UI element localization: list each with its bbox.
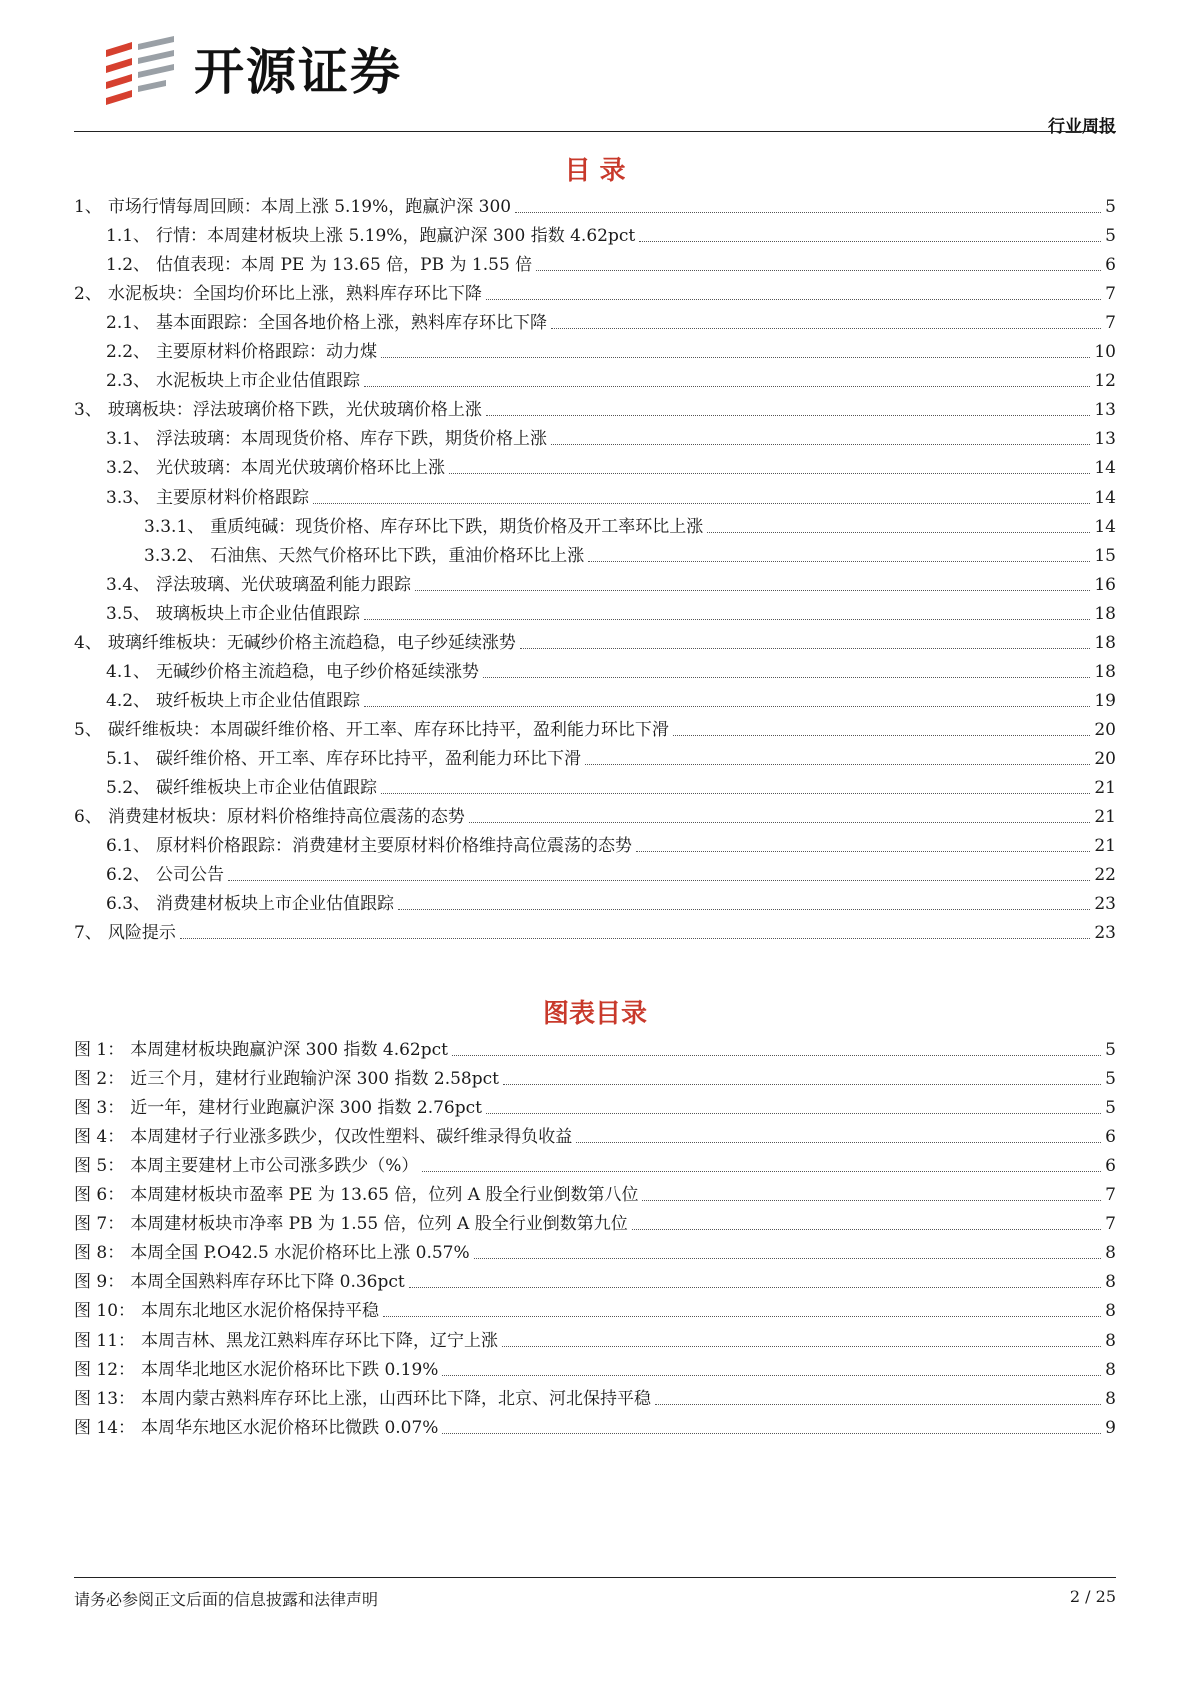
- entry-page: 5: [1105, 226, 1116, 247]
- figure-entry[interactable]: [74, 1093, 1116, 1119]
- entry-page: 7: [1105, 1185, 1116, 1206]
- entry-number: 6.1、: [106, 836, 151, 857]
- entry-title: 石油焦、天然气价格环比下跌，重油价格环比上涨: [210, 545, 585, 566]
- entry-page: 5: [1105, 1098, 1116, 1119]
- dot-leader: [588, 561, 1090, 562]
- entry-number: 图 1：: [74, 1040, 125, 1060]
- dot-leader: [502, 1346, 1101, 1347]
- toc-entry[interactable]: [74, 453, 1116, 479]
- dot-leader: [707, 532, 1090, 533]
- entry-title: 行情：本周建材板块上涨 5.19%，跑赢沪深 300 指数 4.62pct: [156, 226, 636, 247]
- entry-page: 6: [1105, 255, 1116, 276]
- toc-entry[interactable]: [74, 599, 1116, 625]
- entry-page: 5: [1105, 1040, 1116, 1060]
- entry-number: 图 5：: [74, 1156, 125, 1177]
- entry-title: 浮法玻璃、光伏玻璃盈利能力跟踪: [156, 574, 412, 595]
- figures-title: 图表目录: [542, 999, 647, 1029]
- entry-number: 图 10：: [74, 1301, 136, 1322]
- dot-leader: [486, 415, 1091, 416]
- toc-entry[interactable]: [74, 657, 1116, 683]
- dot-leader: [636, 851, 1090, 852]
- entry-page: 23: [1094, 894, 1116, 915]
- toc-entry[interactable]: [74, 628, 1116, 654]
- entry-title: 本周全国 P.O42.5 水泥价格环比上涨 0.57%: [130, 1243, 470, 1264]
- entry-number: 3.1、: [106, 429, 151, 450]
- entry-page: 7: [1105, 284, 1116, 305]
- entry-title: 近三个月，建材行业跑输沪深 300 指数 2.58pct: [130, 1069, 499, 1090]
- page-number: 2 / 25: [1069, 1587, 1116, 1606]
- entry-number: 1、: [74, 197, 102, 217]
- entry-page: 6: [1105, 1156, 1116, 1177]
- entry-title: 本周华东地区水泥价格环比微跌 0.07%: [141, 1417, 439, 1438]
- dot-leader: [536, 270, 1101, 271]
- report-type: 行业周报: [1048, 117, 1116, 137]
- entry-title: 本周内蒙古熟料库存环比上涨，山西环比下降，北京、河北保持平稳: [141, 1388, 652, 1409]
- dot-leader: [585, 764, 1090, 765]
- entry-number: 3.3.2、: [144, 545, 205, 566]
- entry-title: 消费建材板块上市企业估值跟踪: [156, 894, 395, 915]
- entry-title: 本周建材板块市净率 PB 为 1.55 倍，位列 A 股全行业倒数第九位: [130, 1214, 628, 1235]
- dot-leader: [364, 619, 1090, 620]
- dot-leader: [486, 299, 1101, 300]
- figure-entry[interactable]: [74, 1267, 1116, 1293]
- figure-entry[interactable]: [74, 1122, 1116, 1148]
- entry-title: 主要原材料价格跟踪: [156, 487, 310, 508]
- entry-page: 21: [1094, 807, 1116, 828]
- entry-number: 图 14：: [74, 1417, 136, 1438]
- entry-title: 基本面跟踪：全国各地价格上涨，熟料库存环比下降: [156, 313, 548, 334]
- figure-entry[interactable]: [74, 1238, 1116, 1264]
- toc-entry[interactable]: [74, 279, 1116, 305]
- brand-logo: [102, 36, 402, 108]
- entry-page: 8: [1105, 1272, 1116, 1293]
- toc-title: 目 录: [564, 156, 626, 186]
- entry-number: 2.3、: [106, 371, 151, 392]
- entry-title: 近一年，建材行业跑赢沪深 300 指数 2.76pct: [130, 1098, 482, 1119]
- entry-page: 7: [1105, 1214, 1116, 1235]
- dot-leader: [639, 241, 1101, 242]
- toc-entry[interactable]: [74, 918, 1116, 944]
- toc-entry[interactable]: [74, 483, 1116, 509]
- figure-entry[interactable]: [74, 1413, 1116, 1439]
- entry-number: 图 12：: [74, 1359, 136, 1380]
- dot-leader: [515, 212, 1101, 213]
- dot-leader: [449, 473, 1090, 474]
- dot-leader: [409, 1287, 1101, 1288]
- entry-title: 重质纯碱：现货价格、库存环比下跌，期货价格及开工率环比上涨: [210, 516, 704, 537]
- entry-page: 18: [1094, 632, 1116, 653]
- dot-leader: [452, 1055, 1101, 1056]
- dot-leader: [483, 677, 1090, 678]
- entry-title: 本周建材子行业涨多跌少，仅改性塑料、碳纤维录得负收益: [130, 1127, 573, 1148]
- entry-number: 6.2、: [106, 865, 151, 886]
- entry-page: 20: [1094, 748, 1116, 769]
- header-divider: [74, 131, 1116, 132]
- entry-title: 玻璃板块：浮法玻璃价格下跌，光伏玻璃价格上涨: [107, 400, 482, 421]
- entry-page: 6: [1105, 1127, 1116, 1148]
- entry-page: 7: [1105, 313, 1116, 334]
- entry-page: 8: [1105, 1359, 1116, 1380]
- figure-entry[interactable]: [74, 1035, 1116, 1061]
- dot-leader: [673, 735, 1091, 736]
- toc-entry[interactable]: [74, 192, 1116, 218]
- entry-title: 本周吉林、黑龙江熟料库存环比下降，辽宁上涨: [141, 1330, 499, 1351]
- entry-title: 碳纤维价格、开工率、库存环比持平，盈利能力环比下滑: [156, 748, 582, 769]
- entry-page: 8: [1105, 1301, 1116, 1322]
- figure-entry[interactable]: [74, 1180, 1116, 1206]
- toc-entry[interactable]: [74, 715, 1116, 741]
- figure-entry[interactable]: [74, 1209, 1116, 1235]
- entry-number: 2、: [74, 284, 102, 305]
- entry-page: 18: [1094, 661, 1116, 682]
- figure-entry[interactable]: [74, 1296, 1116, 1322]
- footer-divider: [74, 1577, 1116, 1578]
- dot-leader: [520, 648, 1091, 649]
- entry-number: 图 3：: [74, 1098, 125, 1119]
- toc-entry[interactable]: [74, 570, 1116, 596]
- entry-number: 图 9：: [74, 1272, 125, 1293]
- entry-page: 20: [1094, 719, 1116, 740]
- entry-title: 无碱纱价格主流趋稳，电子纱价格延续涨势: [156, 661, 480, 682]
- entry-page: 16: [1094, 574, 1116, 595]
- dot-leader: [551, 444, 1090, 445]
- figure-entry[interactable]: [74, 1151, 1116, 1177]
- entry-title: 水泥板块上市企业估值跟踪: [156, 371, 361, 392]
- toc-entry[interactable]: [74, 366, 1116, 392]
- entry-title: 玻璃纤维板块：无碱纱价格主流趋稳，电子纱延续涨势: [107, 632, 516, 653]
- entry-title: 浮法玻璃：本周现货价格、库存下跌，期货价格上涨: [156, 429, 548, 450]
- entry-number: 5.1、: [106, 748, 151, 769]
- entry-title: 本周全国熟料库存环比下降 0.36pct: [130, 1272, 405, 1293]
- entry-number: 4.2、: [106, 690, 151, 711]
- entry-page: 8: [1105, 1243, 1116, 1264]
- entry-page: 5: [1105, 1069, 1116, 1090]
- dot-leader: [422, 1171, 1101, 1172]
- entry-number: 图 6：: [74, 1185, 125, 1206]
- dot-leader: [442, 1433, 1101, 1434]
- entry-page: 8: [1105, 1388, 1116, 1409]
- toc-entry[interactable]: [74, 860, 1116, 886]
- entry-title: 估值表现：本周 PE 为 13.65 倍，PB 为 1.55 倍: [156, 255, 533, 276]
- brand-name: 开源证券: [194, 43, 402, 101]
- entry-title: 公司公告: [156, 865, 225, 886]
- entry-number: 图 4：: [74, 1127, 125, 1148]
- entry-page: 10: [1094, 342, 1116, 363]
- entry-number: 图 8：: [74, 1243, 125, 1264]
- toc-entry[interactable]: [74, 831, 1116, 857]
- entry-number: 3.3、: [106, 487, 151, 508]
- entry-number: 图 11：: [74, 1330, 136, 1351]
- entry-title: 光伏玻璃：本周光伏玻璃价格环比上涨: [156, 458, 446, 479]
- dot-leader: [551, 328, 1101, 329]
- entry-title: 玻璃板块上市企业估值跟踪: [156, 603, 361, 624]
- dot-leader: [381, 793, 1090, 794]
- entry-number: 6、: [74, 807, 102, 828]
- toc-entry[interactable]: [74, 250, 1116, 276]
- dot-leader: [381, 357, 1090, 358]
- entry-page: 19: [1094, 690, 1116, 711]
- dot-leader: [364, 386, 1090, 387]
- entry-title: 本周建材板块跑赢沪深 300 指数 4.62pct: [130, 1040, 448, 1060]
- brand-mark-icon: [102, 36, 180, 108]
- entry-page: 21: [1094, 778, 1116, 798]
- figure-entry[interactable]: [74, 1384, 1116, 1410]
- dot-leader: [364, 706, 1090, 707]
- entry-page: 21: [1094, 836, 1116, 857]
- entry-number: 6.3、: [106, 894, 151, 915]
- entry-page: 9: [1105, 1417, 1116, 1438]
- entry-number: 2.1、: [106, 313, 151, 334]
- dot-leader: [503, 1084, 1101, 1085]
- toc-entry[interactable]: [74, 395, 1116, 421]
- entry-number: 3、: [74, 400, 102, 421]
- dot-leader: [576, 1142, 1101, 1143]
- dot-leader: [655, 1404, 1101, 1405]
- figure-entry[interactable]: [74, 1355, 1116, 1381]
- toc-entry[interactable]: [74, 744, 1116, 770]
- entry-page: 14: [1094, 458, 1116, 479]
- entry-page: 15: [1094, 545, 1116, 566]
- dot-leader: [469, 822, 1091, 823]
- entry-number: 3.2、: [106, 458, 151, 479]
- dot-leader: [313, 503, 1090, 504]
- entry-title: 本周建材板块市盈率 PE 为 13.65 倍，位列 A 股全行业倒数第八位: [130, 1185, 639, 1206]
- dot-leader: [228, 880, 1090, 881]
- dot-leader: [486, 1113, 1101, 1114]
- entry-number: 图 13：: [74, 1388, 136, 1409]
- entry-title: 主要原材料价格跟踪：动力煤: [156, 342, 378, 363]
- toc-entry[interactable]: [74, 686, 1116, 712]
- entry-page: 13: [1094, 400, 1116, 421]
- entry-page: 23: [1094, 923, 1116, 944]
- toc-entry[interactable]: [74, 424, 1116, 450]
- entry-title: 消费建材板块：原材料价格维持高位震荡的态势: [107, 807, 465, 828]
- entry-title: 本周华北地区水泥价格环比下跌 0.19%: [141, 1359, 439, 1380]
- entry-title: 碳纤维板块上市企业估值跟踪: [156, 778, 378, 798]
- toc-entry[interactable]: [74, 512, 1116, 538]
- entry-page: 18: [1094, 603, 1116, 624]
- entry-number: 4.1、: [106, 661, 151, 682]
- entry-number: 2.2、: [106, 342, 151, 363]
- dot-leader: [442, 1375, 1101, 1376]
- entry-title: 风险提示: [107, 923, 176, 944]
- entry-title: 本周东北地区水泥价格保持平稳: [141, 1301, 380, 1322]
- toc-entry[interactable]: [74, 889, 1116, 915]
- entry-title: 碳纤维板块：本周碳纤维价格、开工率、库存环比持平，盈利能力环比下滑: [107, 719, 669, 740]
- footer-disclaimer: 请务必参阅正文后面的信息披露和法律声明: [74, 1590, 379, 1609]
- entry-number: 3.3.1、: [144, 516, 205, 537]
- entry-page: 13: [1094, 429, 1116, 450]
- entry-title: 市场行情每周回顾：本周上涨 5.19%，跑赢沪深 300: [107, 197, 512, 217]
- entry-page: 8: [1105, 1330, 1116, 1351]
- entry-number: 5、: [74, 719, 102, 740]
- entry-page: 5: [1105, 197, 1116, 217]
- toc-entry[interactable]: [74, 337, 1116, 363]
- dot-leader: [632, 1229, 1101, 1230]
- entry-title: 本周主要建材上市公司涨多跌少（%）: [130, 1156, 419, 1177]
- figure-entry[interactable]: [74, 1326, 1116, 1352]
- entry-number: 3.4、: [106, 574, 151, 595]
- page-header: [74, 30, 1116, 137]
- toc-entry[interactable]: [74, 802, 1116, 828]
- toc-entry[interactable]: [74, 221, 1116, 247]
- entry-page: 14: [1094, 487, 1116, 508]
- dot-leader: [180, 938, 1091, 939]
- entry-number: 图 2：: [74, 1069, 125, 1090]
- dot-leader: [383, 1316, 1101, 1317]
- dot-leader: [398, 909, 1090, 910]
- entry-page: 14: [1094, 516, 1116, 537]
- entry-number: 图 7：: [74, 1214, 125, 1235]
- entry-number: 1.1、: [106, 226, 151, 247]
- entry-page: 22: [1094, 865, 1116, 886]
- entry-title: 玻纤板块上市企业估值跟踪: [156, 690, 361, 711]
- entry-title: 水泥板块：全国均价环比上涨，熟料库存环比下降: [107, 284, 482, 305]
- entry-number: 3.5、: [106, 603, 151, 624]
- entry-number: 5.2、: [106, 778, 151, 798]
- dot-leader: [642, 1200, 1101, 1201]
- toc-entry[interactable]: [74, 308, 1116, 334]
- toc-entry[interactable]: [74, 773, 1116, 799]
- entry-number: 7、: [74, 923, 102, 944]
- entry-title: 原材料价格跟踪：消费建材主要原材料价格维持高位震荡的态势: [156, 836, 633, 857]
- entry-number: 1.2、: [106, 255, 151, 276]
- toc-entry[interactable]: [74, 541, 1116, 567]
- entry-page: 12: [1094, 371, 1116, 392]
- entry-number: 4、: [74, 632, 102, 653]
- figure-entry[interactable]: [74, 1064, 1116, 1090]
- dot-leader: [474, 1258, 1102, 1259]
- dot-leader: [415, 590, 1090, 591]
